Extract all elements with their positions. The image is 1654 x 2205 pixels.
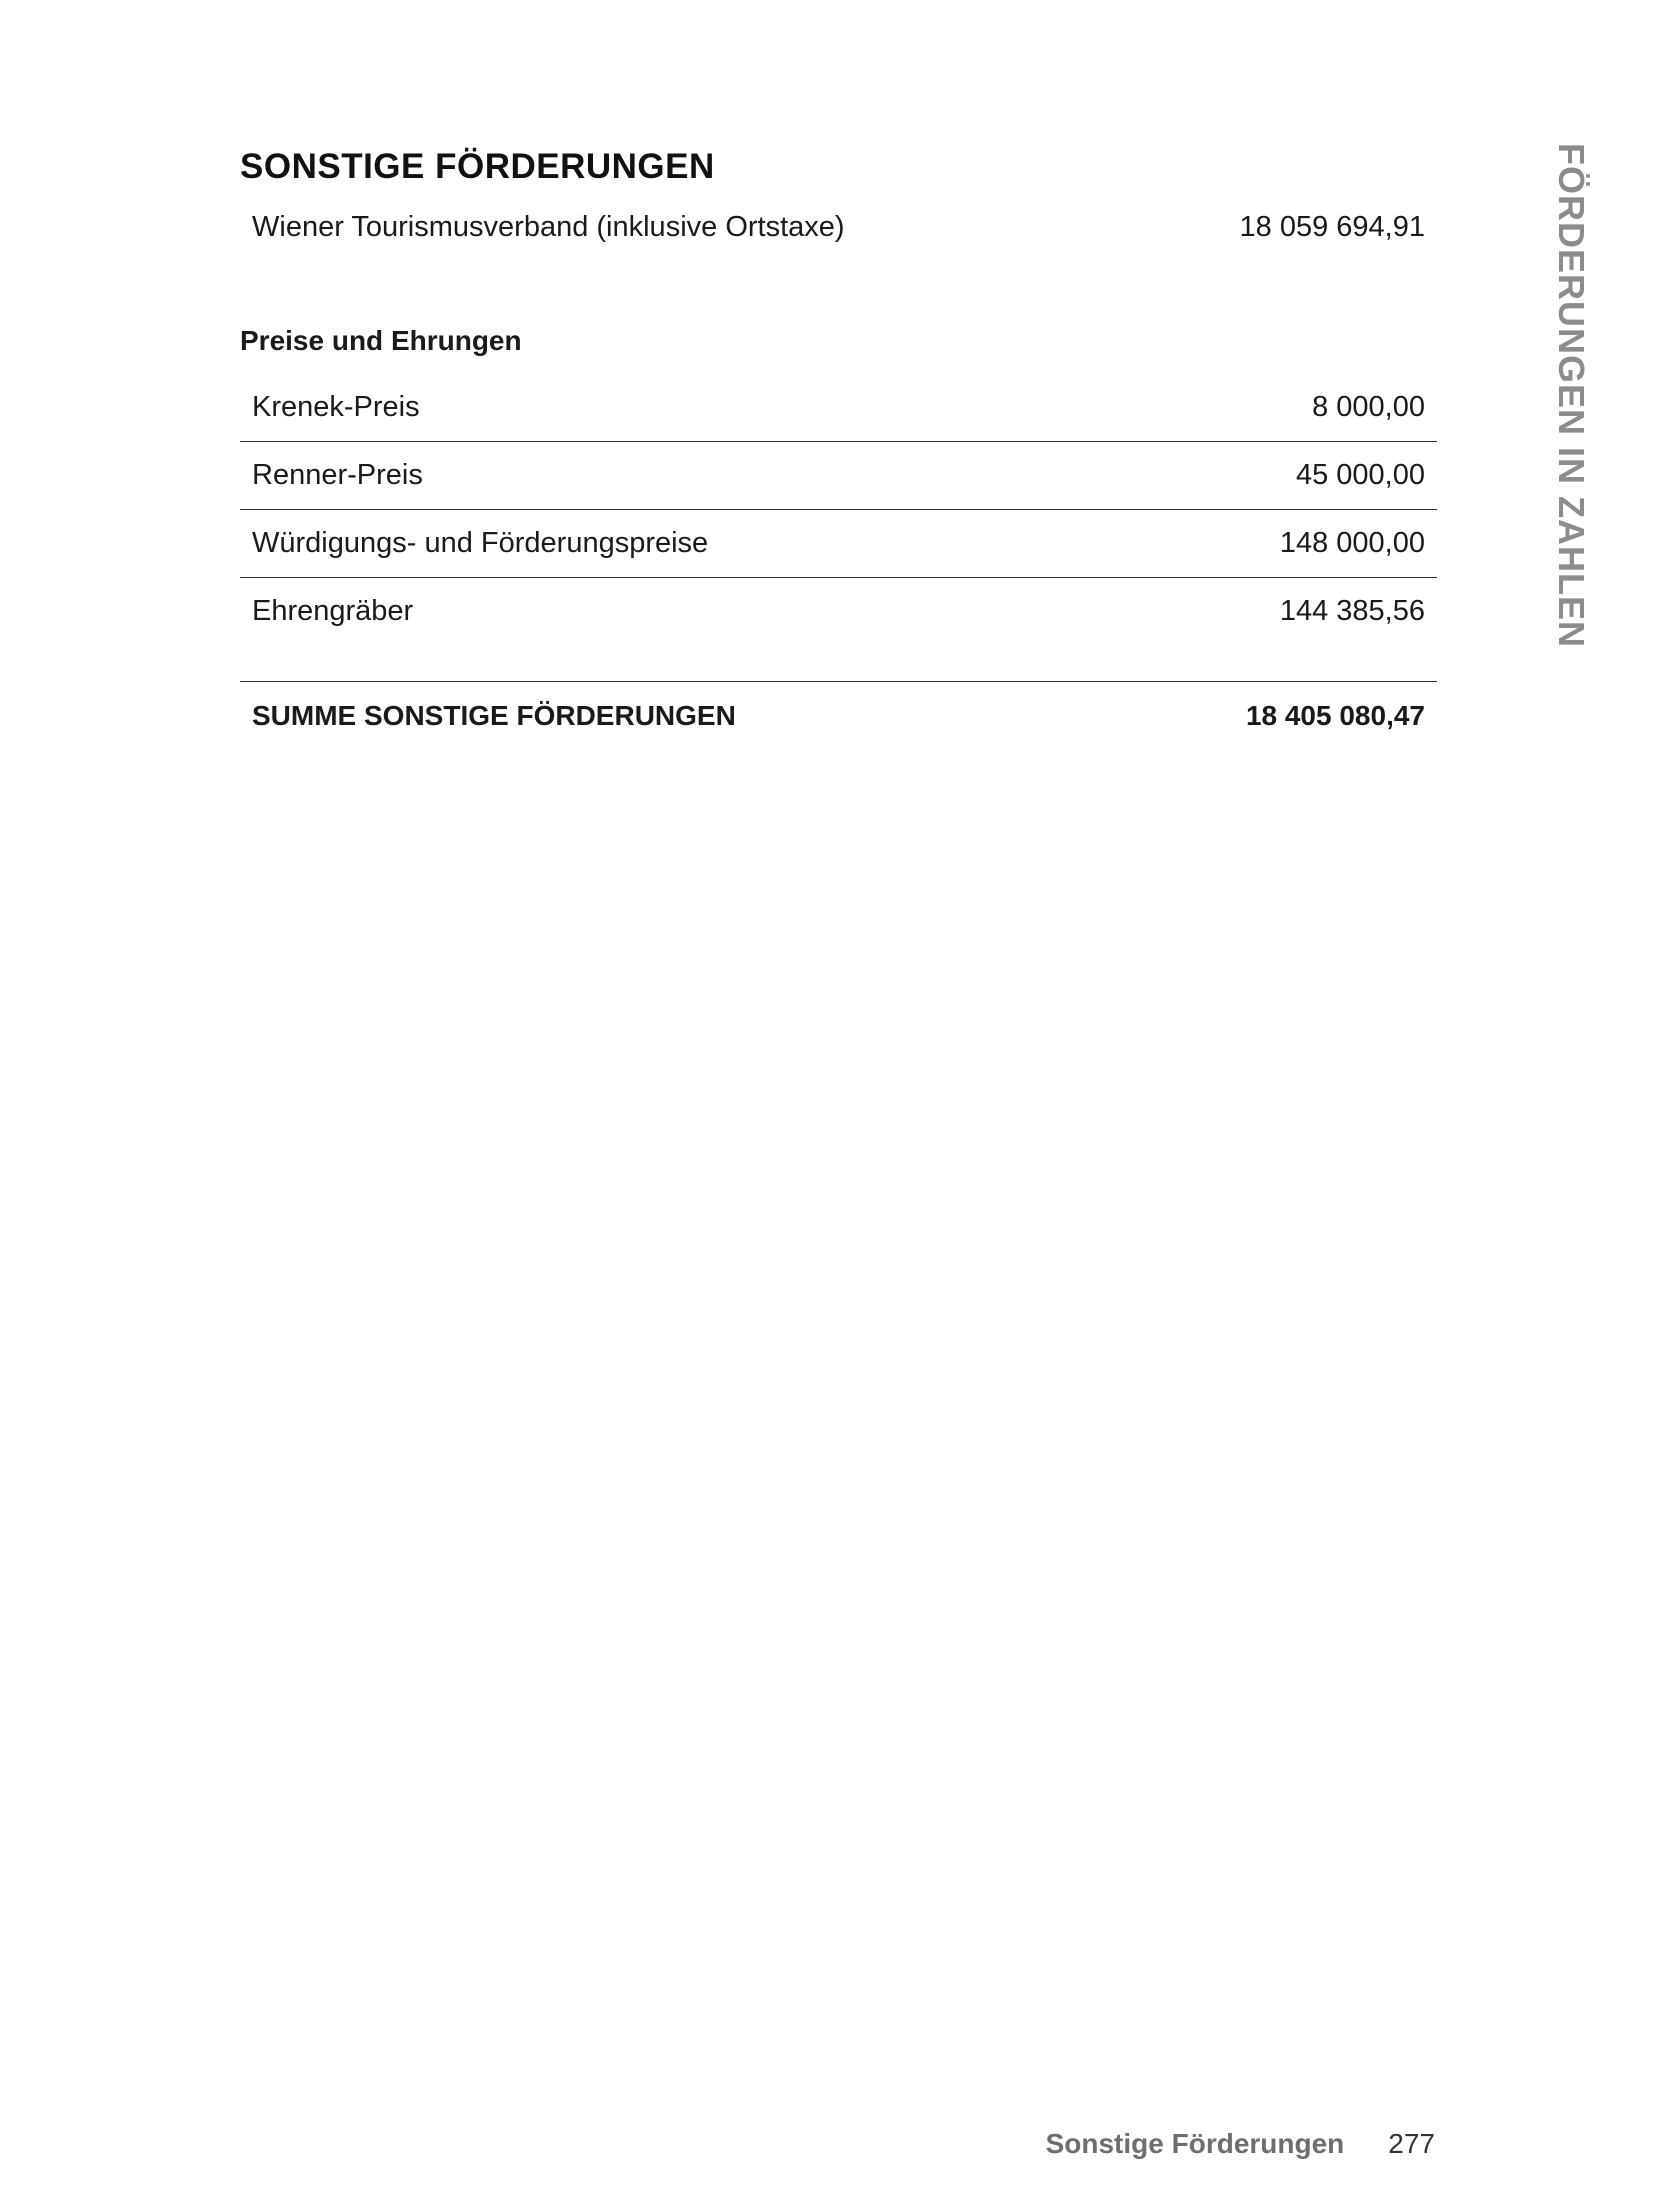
row-label: Würdigungs- und Förderungspreise bbox=[252, 527, 709, 559]
total-label: SUMME SONSTIGE FÖRDERUNGEN bbox=[252, 699, 736, 731]
footer-section-label: Sonstige Förderungen bbox=[1045, 2128, 1345, 2159]
total-row bbox=[240, 681, 1437, 749]
tourism-value: 18 059 694,91 bbox=[1239, 210, 1425, 243]
row-label: Renner-Preis bbox=[252, 459, 423, 491]
row-value: 148 000,00 bbox=[1279, 527, 1425, 559]
row-value: 144 385,56 bbox=[1279, 595, 1425, 627]
side-section-title: FÖRDERUNGEN IN ZAHLEN bbox=[1551, 143, 1592, 648]
table-row bbox=[240, 509, 1437, 577]
row-value: 45 000,00 bbox=[1295, 459, 1425, 491]
table-row bbox=[240, 577, 1437, 645]
row-label: Ehrengräber bbox=[252, 595, 414, 627]
main-content bbox=[240, 145, 1437, 749]
row-value: 8 000,00 bbox=[1312, 390, 1425, 423]
row-label: Krenek-Preis bbox=[252, 390, 420, 423]
table-row bbox=[240, 373, 1437, 441]
table-row bbox=[240, 441, 1437, 509]
page-footer bbox=[1046, 2128, 1435, 2160]
prizes-table bbox=[240, 373, 1437, 645]
total-value: 18 405 080,47 bbox=[1245, 699, 1425, 731]
section-title: SONSTIGE FÖRDERUNGEN bbox=[240, 147, 715, 186]
tourism-row bbox=[240, 195, 1437, 259]
page-number: 277 bbox=[1388, 2128, 1435, 2159]
prizes-heading: Preise und Ehrungen bbox=[240, 325, 522, 356]
tourism-label: Wiener Tourismusverband (inklusive Ortstaxe) bbox=[252, 210, 845, 243]
